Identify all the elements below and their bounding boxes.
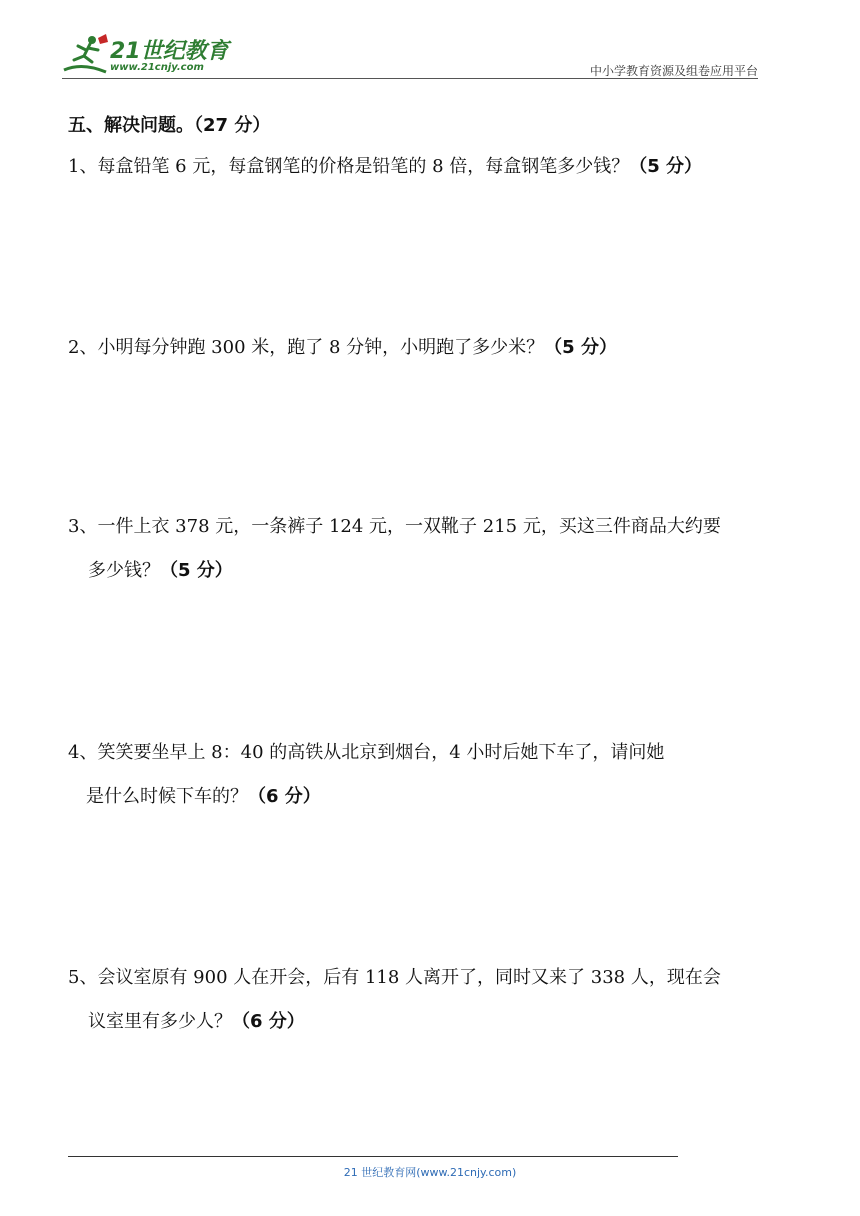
question-continuation [68, 559, 721, 583]
question-points: （5 分） [160, 560, 233, 581]
footer-divider [68, 1156, 678, 1157]
question-text-cont: 多少钱？ [88, 560, 160, 581]
question-4 [68, 741, 664, 809]
question-points: （5 分） [544, 337, 617, 358]
question-points: （5 分） [629, 156, 703, 177]
question-3 [68, 515, 721, 583]
question-text: 3、一件上衣 378 元，一条裤子 124 元，一双靴子 215 元，买这三件商品大约要 [68, 516, 721, 537]
question-1 [68, 155, 702, 179]
question-5 [68, 966, 721, 1034]
question-text: 1、每盒铅笔 6 元，每盒钢笔的价格是铅笔的 8 倍，每盒钢笔多少钱？ [68, 156, 630, 177]
platform-label: 中小学教育资源及组卷应用平台 [589, 64, 758, 78]
question-continuation [68, 785, 664, 809]
logo-title: 21世纪教育 [110, 39, 229, 64]
runner-logo-icon [62, 32, 110, 78]
question-continuation [68, 1010, 721, 1034]
question-points: （6 分） [232, 1011, 305, 1032]
question-2 [68, 336, 617, 360]
logo-url: www.21cnjy.com [110, 62, 204, 73]
header-divider [62, 78, 758, 79]
question-text: 4、笑笑要坐早上 8：40 的高铁从北京到烟台，4 小时后她下车了，请问她 [68, 742, 665, 763]
question-points: （6 分） [248, 786, 321, 807]
footer-link[interactable]: 21 世纪教育网(www.21cnjy.com) [343, 1166, 517, 1179]
question-text-cont: 是什么时候下车的？ [86, 786, 248, 807]
page-header [62, 30, 758, 80]
site-logo [62, 32, 232, 78]
question-text: 2、小明每分钟跑 300 米，跑了 8 分钟，小明跑了多少米？ [68, 337, 545, 358]
question-text-cont: 议室里有多少人？ [88, 1011, 232, 1032]
section-title: 五、解决问题。（27 分） [68, 115, 271, 136]
question-text: 5、会议室原有 900 人在开会，后有 118 人离开了，同时又来了 338 人，现在会 [68, 967, 721, 988]
